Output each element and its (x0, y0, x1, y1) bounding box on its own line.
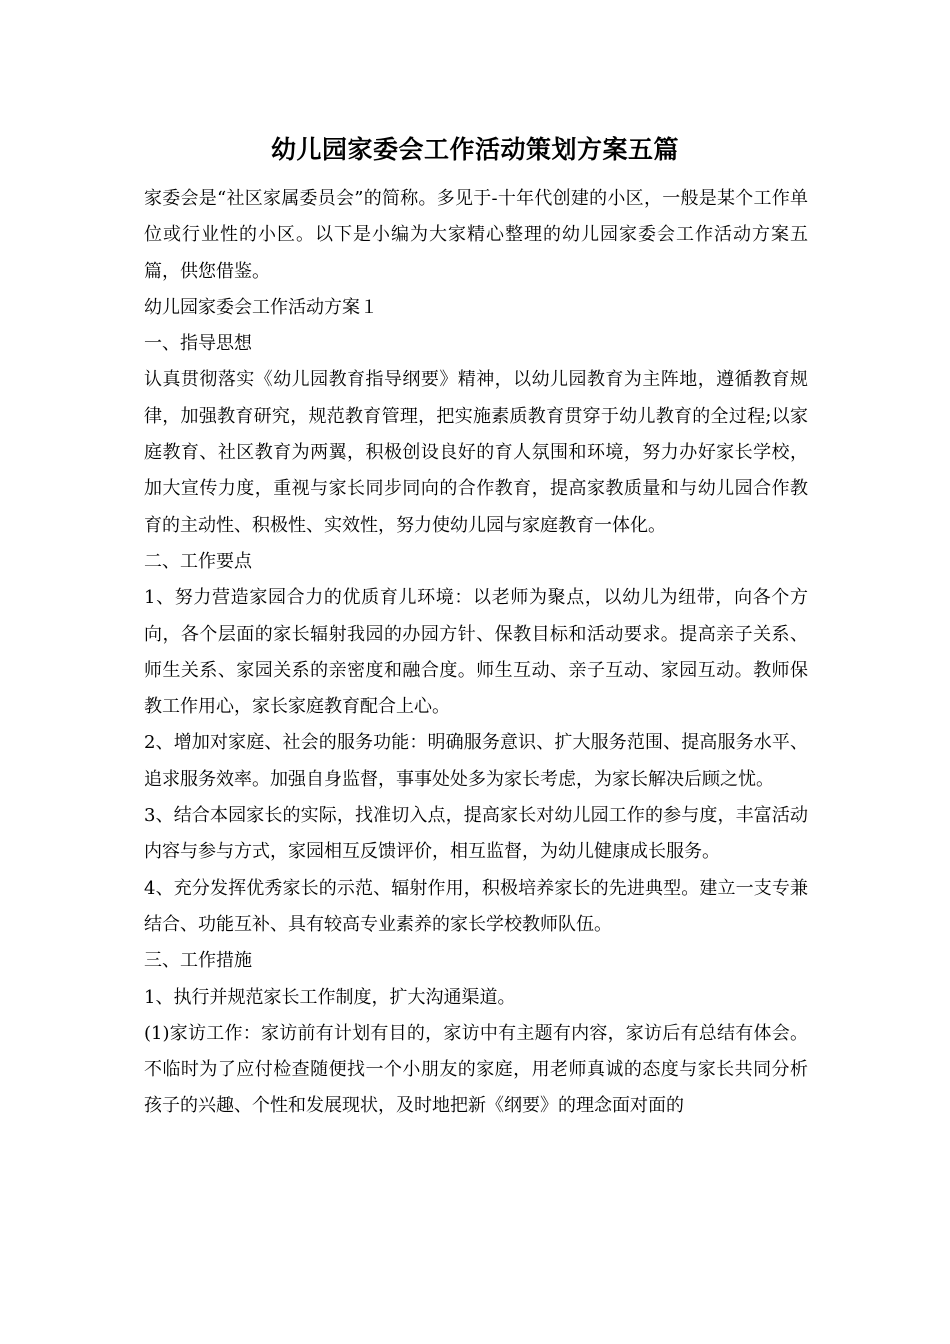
list-item: (1)家访工作：家访前有计划有目的，家访中有主题有内容，家访后有总结有体会。不临时为了应付检查随便找一个小朋友的家庭，用老师真诚的态度与家长共同分析孩子的兴趣、个性和发展现状，及时地把新《纲要》的理念面对面的 (144, 1022, 808, 1117)
list-item: 4、充分发挥优秀家长的示范、辐射作用，积极培养家长的先进典型。建立一支专兼结合、功能互补、具有较高专业素养的家长学校教师队伍。 (144, 877, 808, 935)
section-heading-plan-1: 幼儿园家委会工作活动方案１ (144, 296, 378, 318)
section-heading-guiding-ideology: 一、指导思想 (144, 333, 252, 355)
document-title: 幼儿园家委会工作活动策划方案五篇 (270, 135, 679, 164)
list-item: 1、努力营造家园合力的优质育儿环境：以老师为聚点，以幼儿为纽带，向各个方向，各个层面的家长辐射我园的办园方针、保教目标和活动要求。提高亲子关系、师生关系、家园关系的亲密度和融合度。师生互动、亲子互动、家园互动。教师保教工作用心，家长家庭教育配合上心。 (144, 587, 808, 718)
section-heading-work-points: 二、工作要点 (144, 550, 252, 572)
section-heading-work-measures: 三、工作措施 (144, 950, 252, 972)
document-body (144, 181, 808, 1125)
body-paragraph: 认真贯彻落实《幼儿园教育指导纲要》精神，以幼儿园教育为主阵地，遵循教育规律，加强教育研究，规范教育管理，把实施素质教育贯穿于幼儿教育的全过程;以家庭教育、社区教育为两翼，积极创设良好的育人氛围和环境，努力办好家长学校，加大宣传力度，重视与家长同步同向的合作教育，提高家教质量和与幼儿园合作教育的主动性、积极性、实效性，努力使幼儿园与家庭教育一体化。 (144, 369, 808, 536)
intro-paragraph: 家委会是“社区家属委员会”的简称。多见于-十年代创建的小区，一般是某个工作单位或行业性的小区。以下是小编为大家精心整理的幼儿园家委会工作活动方案五篇，供您借鉴。 (144, 188, 808, 282)
list-item: 1、执行并规范家长工作制度，扩大沟通渠道。 (144, 986, 516, 1008)
list-item: 3、结合本园家长的实际，找准切入点，提高家长对幼儿园工作的参与度，丰富活动内容与参与方式，家园相互反馈评价，相互监督，为幼儿健康成长服务。 (144, 805, 808, 863)
list-item: 2、增加对家庭、社会的服务功能：明确服务意识、扩大服务范围、提高服务水平、追求服务效率。加强自身监督，事事处处多为家长考虑，为家长解决后顾之忧。 (144, 732, 808, 790)
